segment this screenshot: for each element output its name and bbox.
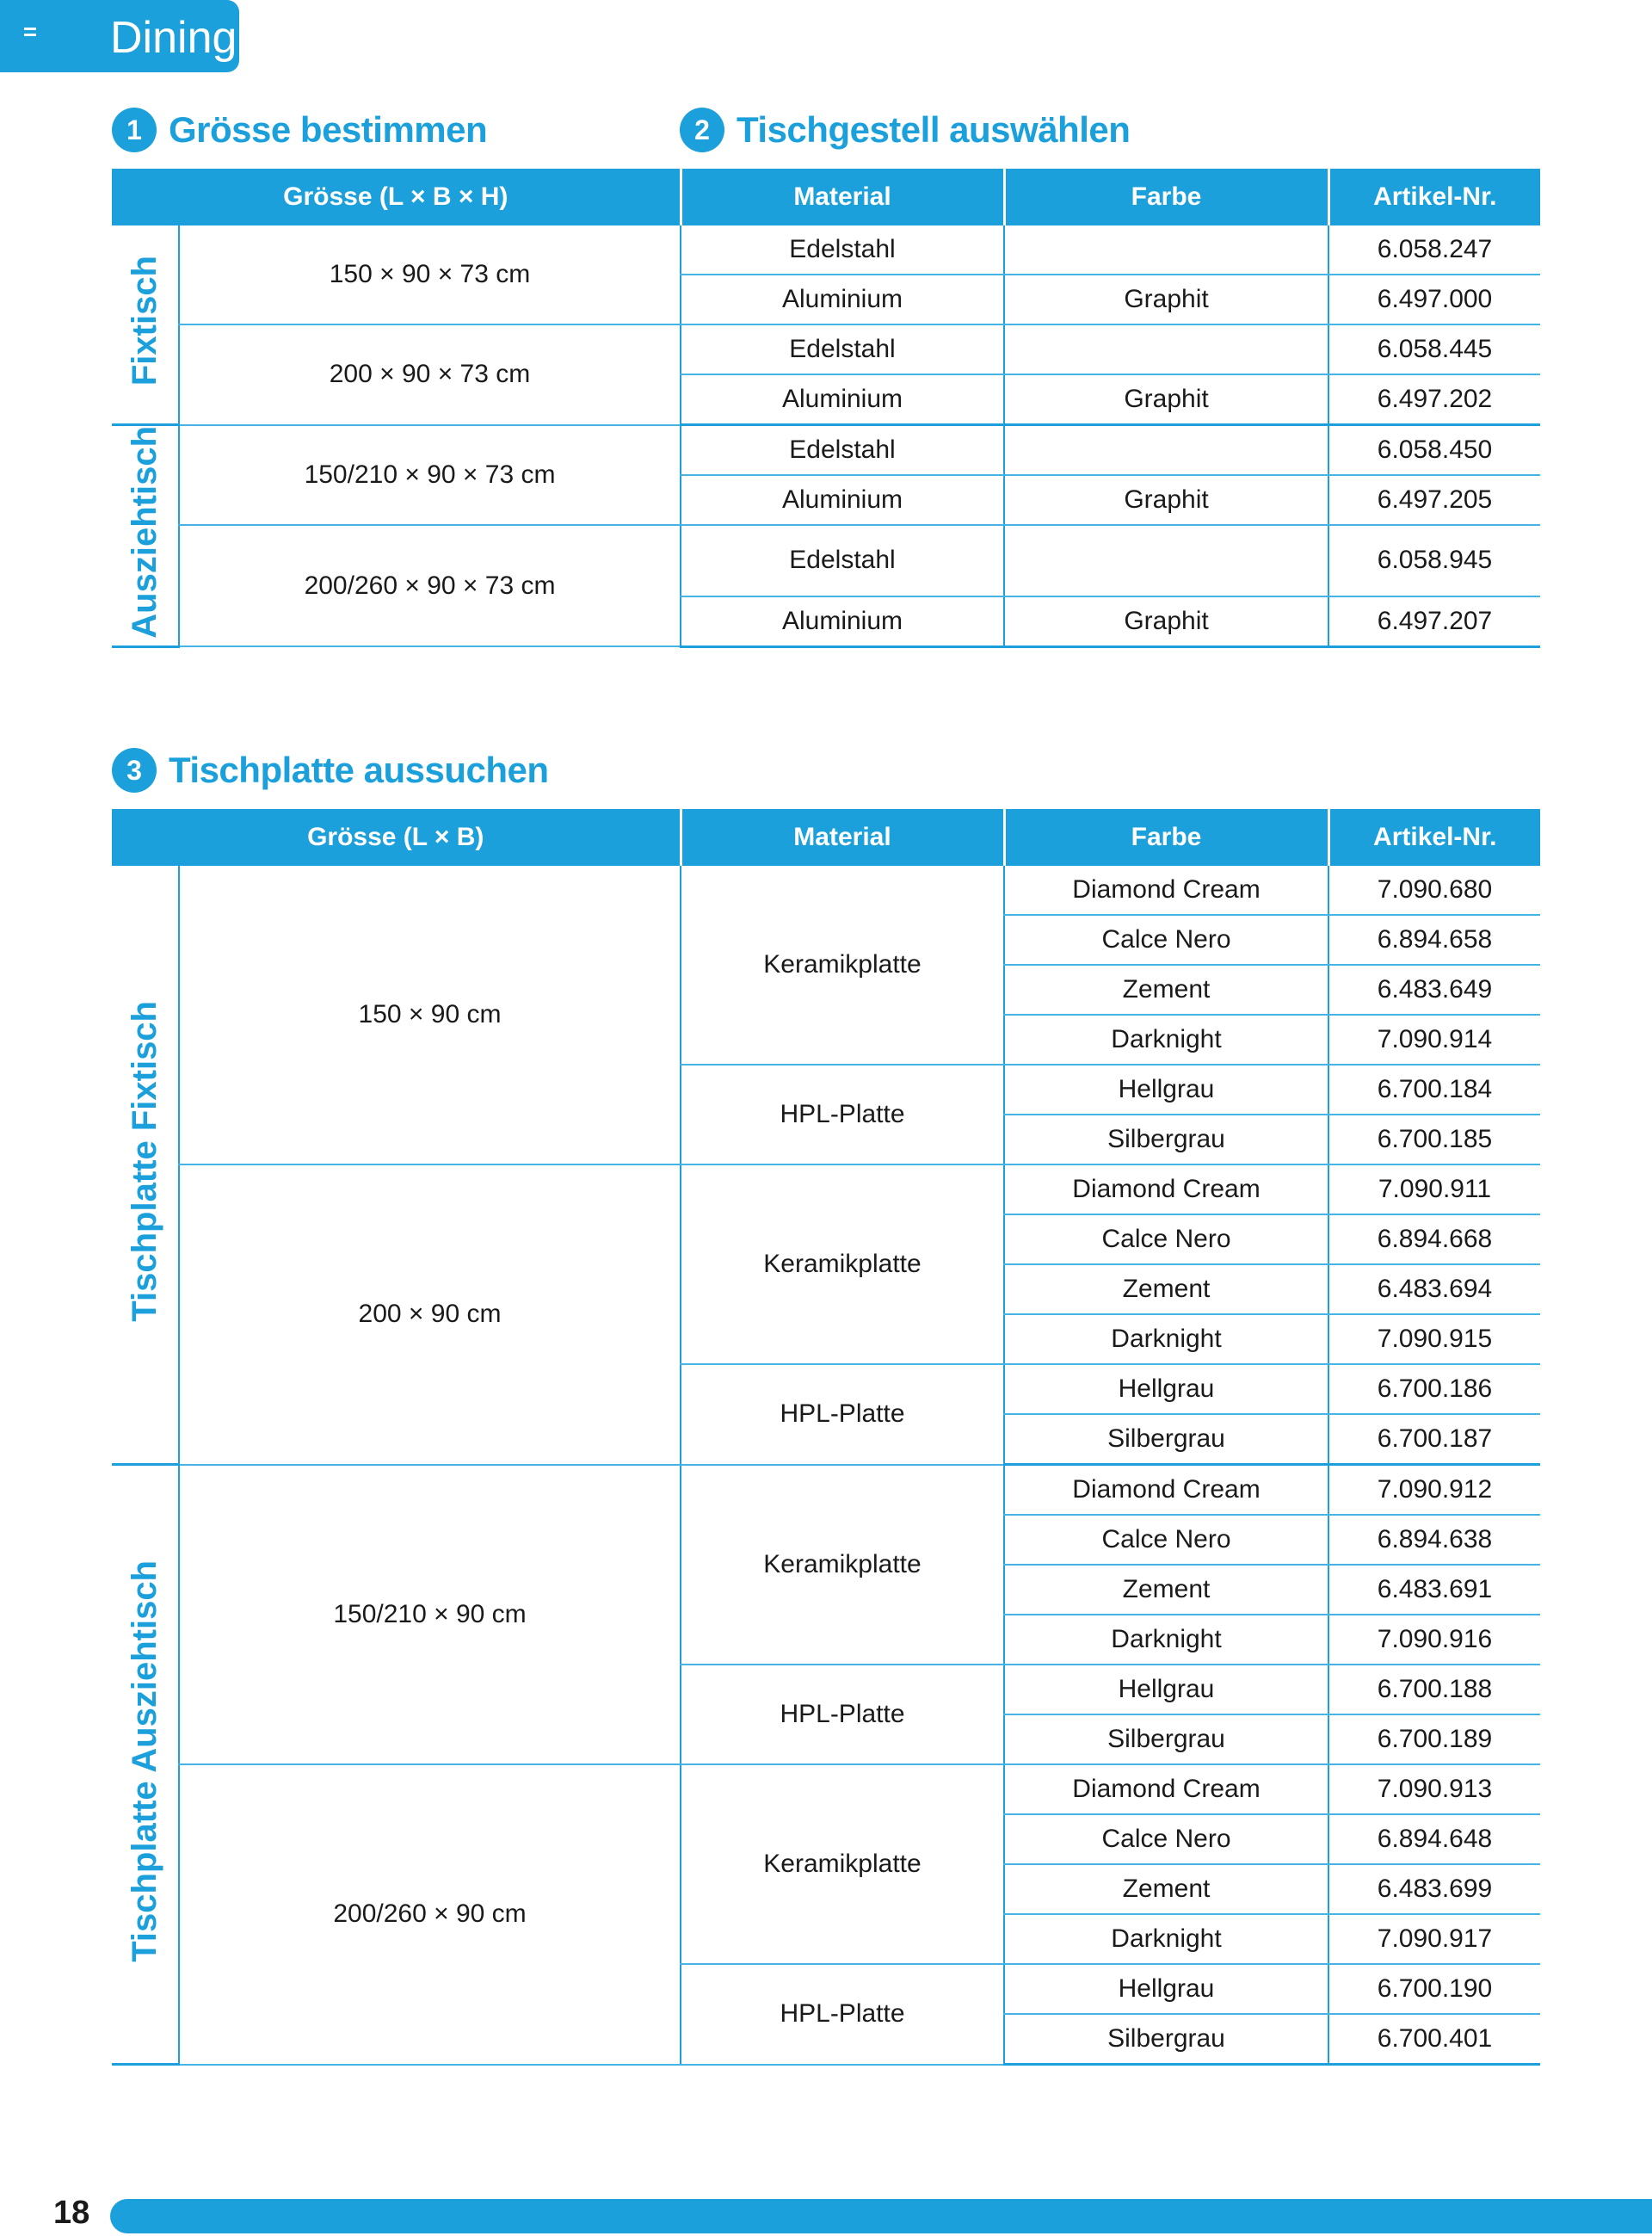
color-cell: Zement	[1004, 1864, 1328, 1914]
material-cell: Edelstahl	[681, 324, 1004, 374]
group-label-cell	[112, 225, 179, 425]
article-number-cell: 7.090.911	[1328, 1164, 1540, 1214]
article-number-cell: 6.483.699	[1328, 1864, 1540, 1914]
step-number-badge: 1	[112, 108, 157, 152]
step-title: Tischplatte aussuchen	[169, 750, 549, 790]
size-cell: 150/210 × 90 × 73 cm	[179, 425, 681, 526]
group-label-cell	[112, 866, 179, 1465]
column-header-article: Artikel-Nr.	[1328, 169, 1540, 225]
article-number-cell: 6.497.207	[1328, 596, 1540, 647]
article-number-cell: 7.090.917	[1328, 1914, 1540, 1964]
article-number-cell: 6.497.205	[1328, 475, 1540, 525]
group-label: Ausziehtisch	[126, 426, 163, 639]
size-cell: 150/210 × 90 cm	[179, 1465, 681, 1765]
step-3-heading	[112, 748, 549, 793]
column-header-color: Farbe	[1004, 809, 1328, 866]
material-cell: Aluminium	[681, 596, 1004, 647]
group-label-cell	[112, 1465, 179, 2065]
color-cell: Hellgrau	[1004, 1364, 1328, 1414]
table-row	[112, 1465, 1540, 1516]
material-cell: Edelstahl	[681, 425, 1004, 476]
group-label: Fixtisch	[126, 256, 163, 386]
color-cell: Darknight	[1004, 1914, 1328, 1964]
material-cell: Keramikplatte	[681, 866, 1004, 1065]
article-number-cell: 6.894.638	[1328, 1515, 1540, 1565]
table-header-row	[112, 169, 1540, 225]
color-cell: Zement	[1004, 1565, 1328, 1615]
step-number-badge: 2	[680, 108, 724, 152]
article-number-cell: 6.058.945	[1328, 525, 1540, 596]
footer-bar	[110, 2199, 1652, 2233]
article-number-cell: 7.090.913	[1328, 1764, 1540, 1814]
article-number-cell: 6.894.658	[1328, 915, 1540, 965]
article-number-cell: 6.497.202	[1328, 374, 1540, 425]
color-cell: Darknight	[1004, 1615, 1328, 1665]
table-row	[112, 225, 1540, 275]
article-number-cell: 6.700.187	[1328, 1414, 1540, 1465]
step-1-heading	[112, 108, 487, 152]
color-cell: Diamond Cream	[1004, 866, 1328, 915]
group-label: Tischplatte Ausziehtisch	[126, 1560, 163, 1962]
column-header-size: Grösse (L × B)	[112, 809, 681, 866]
material-cell: Edelstahl	[681, 525, 1004, 596]
article-number-cell: 7.090.916	[1328, 1615, 1540, 1665]
column-header-material: Material	[681, 809, 1004, 866]
color-cell: Zement	[1004, 1264, 1328, 1314]
article-number-cell: 6.700.185	[1328, 1115, 1540, 1164]
article-number-cell: 6.483.694	[1328, 1264, 1540, 1314]
color-cell: Graphit	[1004, 275, 1328, 324]
column-header-article: Artikel-Nr.	[1328, 809, 1540, 866]
article-number-cell: 6.700.401	[1328, 2014, 1540, 2065]
color-cell: Hellgrau	[1004, 1964, 1328, 2014]
step-number-badge: 3	[112, 748, 157, 793]
article-number-cell: 6.700.188	[1328, 1665, 1540, 1714]
article-number-cell: 7.090.915	[1328, 1314, 1540, 1364]
article-number-cell: 7.090.680	[1328, 866, 1540, 915]
size-cell: 200 × 90 cm	[179, 1164, 681, 1465]
article-number-cell: 6.058.450	[1328, 425, 1540, 476]
column-header-material: Material	[681, 169, 1004, 225]
material-cell: HPL-Platte	[681, 1964, 1004, 2065]
article-number-cell: 6.894.668	[1328, 1214, 1540, 1264]
material-cell: Aluminium	[681, 275, 1004, 324]
article-number-cell: 6.700.190	[1328, 1964, 1540, 2014]
article-number-cell: 6.894.648	[1328, 1814, 1540, 1864]
color-cell: Hellgrau	[1004, 1665, 1328, 1714]
step-title: Tischgestell auswählen	[737, 109, 1131, 150]
color-cell: Hellgrau	[1004, 1065, 1328, 1115]
color-cell: Calce Nero	[1004, 1814, 1328, 1864]
page-number: 18	[53, 2195, 90, 2231]
article-number-cell: 6.058.445	[1328, 324, 1540, 374]
color-cell: Graphit	[1004, 374, 1328, 425]
section-tab-label: Dining	[110, 13, 237, 63]
size-cell: 200 × 90 × 73 cm	[179, 324, 681, 425]
color-cell: Diamond Cream	[1004, 1764, 1328, 1814]
section-tab	[0, 0, 239, 72]
table-row	[112, 1764, 1540, 1814]
color-cell: Calce Nero	[1004, 915, 1328, 965]
size-cell: 150 × 90 × 73 cm	[179, 225, 681, 324]
color-cell: Silbergrau	[1004, 1714, 1328, 1764]
material-cell: Aluminium	[681, 475, 1004, 525]
group-label-cell	[112, 425, 179, 647]
frame-table	[112, 169, 1540, 648]
article-number-cell: 6.700.186	[1328, 1364, 1540, 1414]
step-title: Grösse bestimmen	[169, 109, 488, 150]
tabletop-table	[112, 809, 1540, 2066]
color-cell: Graphit	[1004, 475, 1328, 525]
menu-icon	[24, 28, 36, 36]
table-row	[112, 324, 1540, 374]
material-cell: HPL-Platte	[681, 1364, 1004, 1465]
column-header-color: Farbe	[1004, 169, 1328, 225]
color-cell	[1004, 525, 1328, 596]
color-cell: Silbergrau	[1004, 1414, 1328, 1465]
color-cell	[1004, 225, 1328, 275]
article-number-cell: 7.090.914	[1328, 1015, 1540, 1065]
size-cell: 200/260 × 90 × 73 cm	[179, 525, 681, 646]
material-cell: HPL-Platte	[681, 1065, 1004, 1164]
size-cell: 150 × 90 cm	[179, 866, 681, 1164]
article-number-cell: 6.700.184	[1328, 1065, 1540, 1115]
article-number-cell: 6.700.189	[1328, 1714, 1540, 1764]
color-cell: Darknight	[1004, 1015, 1328, 1065]
article-number-cell: 7.090.912	[1328, 1465, 1540, 1516]
color-cell: Calce Nero	[1004, 1214, 1328, 1264]
color-cell: Silbergrau	[1004, 2014, 1328, 2065]
color-cell: Graphit	[1004, 596, 1328, 647]
color-cell: Calce Nero	[1004, 1515, 1328, 1565]
color-cell: Diamond Cream	[1004, 1465, 1328, 1516]
material-cell: Keramikplatte	[681, 1164, 1004, 1364]
material-cell: HPL-Platte	[681, 1665, 1004, 1764]
material-cell: Aluminium	[681, 374, 1004, 425]
color-cell: Darknight	[1004, 1314, 1328, 1364]
table-header-row	[112, 809, 1540, 866]
material-cell: Keramikplatte	[681, 1764, 1004, 1964]
group-label: Tischplatte Fixtisch	[126, 1000, 163, 1322]
table-row	[112, 425, 1540, 476]
material-cell: Edelstahl	[681, 225, 1004, 275]
table-row	[112, 1164, 1540, 1214]
step-2-heading	[680, 108, 1130, 152]
article-number-cell: 6.497.000	[1328, 275, 1540, 324]
column-header-size: Grösse (L × B × H)	[112, 169, 681, 225]
table-row	[112, 525, 1540, 596]
article-number-cell: 6.058.247	[1328, 225, 1540, 275]
material-cell: Keramikplatte	[681, 1465, 1004, 1665]
table-row	[112, 866, 1540, 915]
article-number-cell: 6.483.691	[1328, 1565, 1540, 1615]
color-cell	[1004, 425, 1328, 476]
size-cell: 200/260 × 90 cm	[179, 1764, 681, 2065]
color-cell: Zement	[1004, 965, 1328, 1015]
color-cell	[1004, 324, 1328, 374]
article-number-cell: 6.483.649	[1328, 965, 1540, 1015]
color-cell: Silbergrau	[1004, 1115, 1328, 1164]
color-cell: Diamond Cream	[1004, 1164, 1328, 1214]
